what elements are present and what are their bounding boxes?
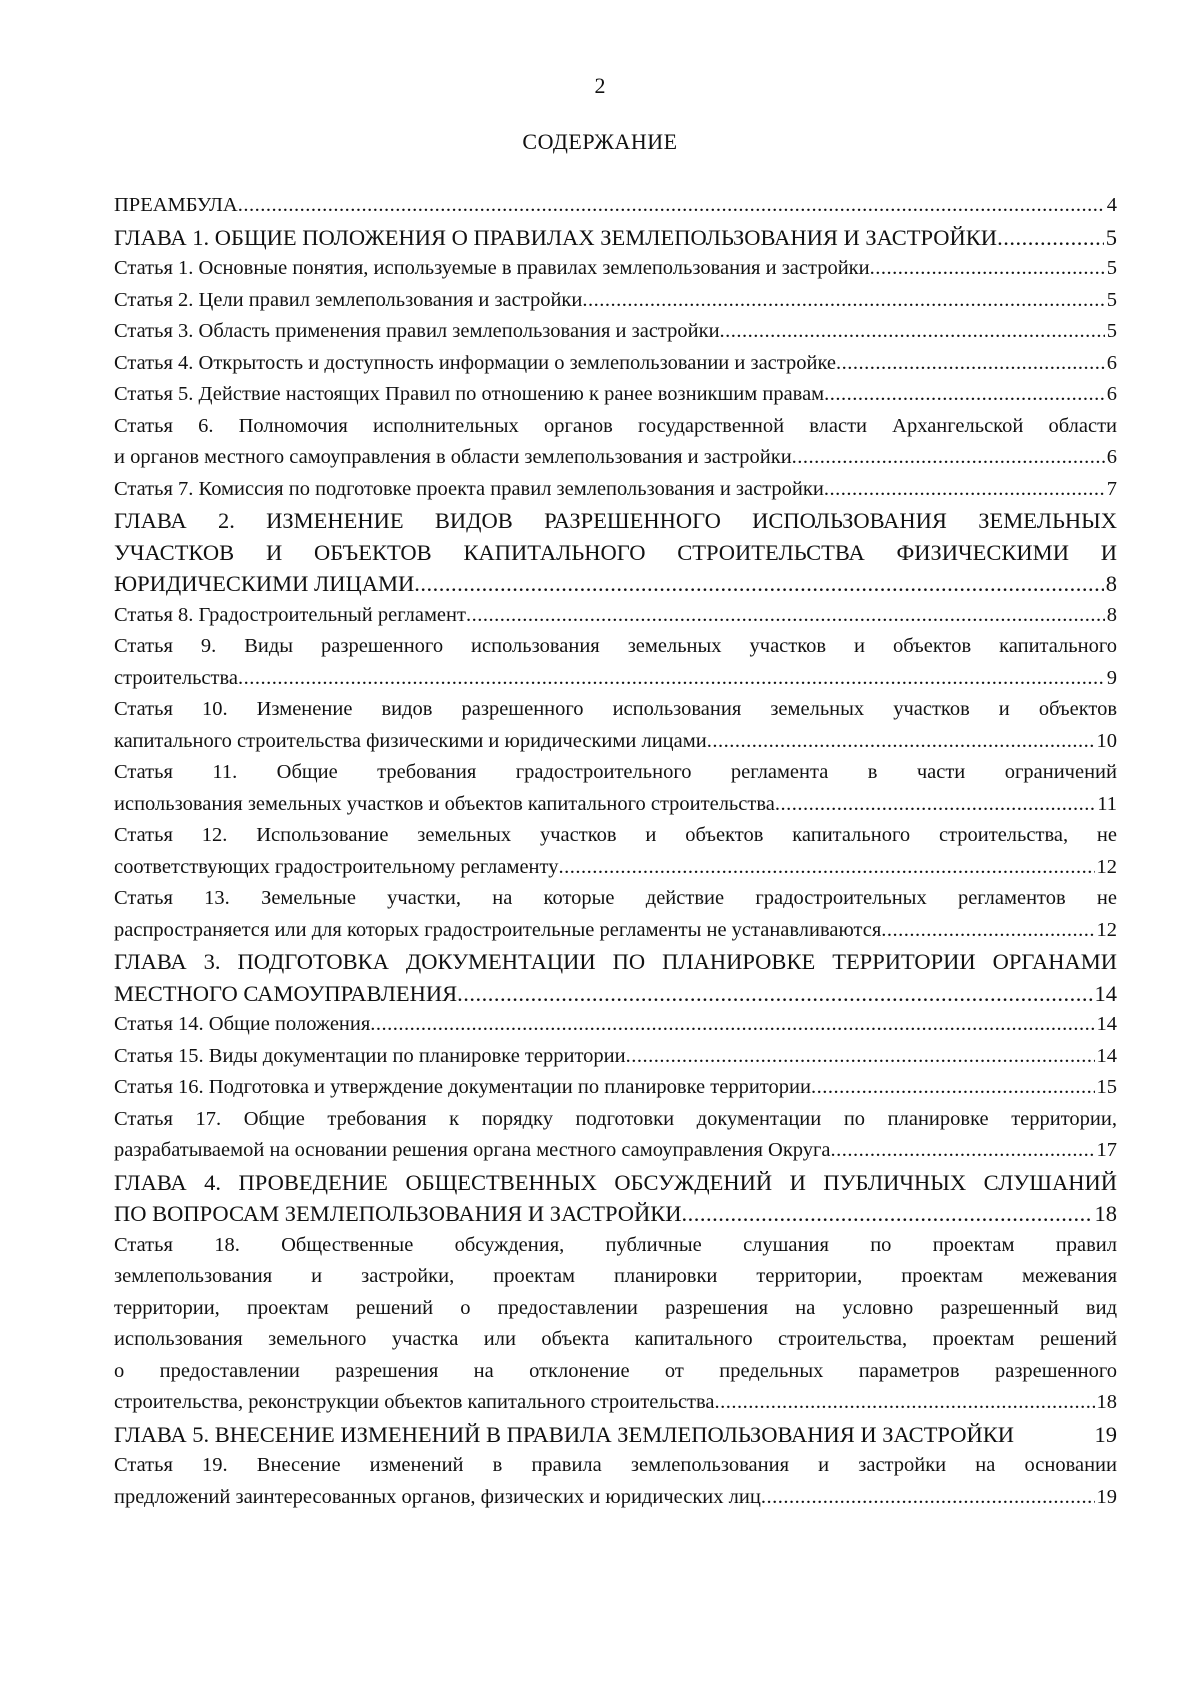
toc-page-number: 5 — [1106, 257, 1117, 279]
toc-page-number: 6 — [1106, 383, 1117, 405]
toc-article-entry[interactable] — [114, 1009, 1117, 1041]
toc-article-entry[interactable] — [114, 379, 1117, 411]
page-number: 2 — [594, 73, 606, 98]
toc-entry-text: капитального строительства физическими и юридическими лицами — [114, 729, 707, 752]
toc-article-entry[interactable] — [114, 316, 1117, 348]
toc-entry-text: Статья 8. Градостроительный регламент — [114, 603, 466, 626]
toc-dot-leader — [682, 1198, 1093, 1230]
toc-article-entry[interactable] — [114, 1072, 1117, 1104]
toc-dot-leader — [824, 379, 1105, 411]
toc-entry-text: ГЛАВА 5. ВНЕСЕНИЕ ИЗМЕНЕНИЙ В ПРАВИЛА ЗЕМЛЕПОЛЬЗОВАНИЯ И ЗАСТРОЙКИ — [114, 1421, 1014, 1447]
toc-entry-text: строительства — [114, 666, 238, 689]
toc-article-entry[interactable] — [114, 1450, 1117, 1513]
toc-entry-text: Статья 5. Действие настоящих Правил по отношению к ранее возникшим правам — [114, 383, 825, 405]
table-of-contents — [114, 190, 1117, 1513]
toc-entry-text: ГЛАВА 1. ОБЩИЕ ПОЛОЖЕНИЯ О ПРАВИЛАХ ЗЕМЛЕПОЛЬЗОВАНИЯ И ЗАСТРОЙКИ — [114, 224, 998, 250]
toc-article-entry[interactable] — [114, 820, 1117, 883]
toc-dot-leader — [792, 442, 1105, 474]
toc-chapter-entry[interactable] — [114, 946, 1117, 1009]
toc-page-number: 4 — [1106, 194, 1117, 216]
toc-entry-text: ПРЕАМБУЛА — [114, 194, 238, 216]
toc-entry-line: Статья 9. Виды разрешенного использования земельных участков и объектов капитального — [114, 635, 1117, 657]
toc-dot-leader — [707, 726, 1095, 758]
toc-page-number: 5 — [1106, 288, 1117, 311]
toc-chapter-entry[interactable] — [114, 505, 1117, 600]
toc-page-number: 18 — [1094, 1201, 1117, 1226]
toc-dot-leader — [466, 600, 1105, 632]
toc-page-number: 18 — [1096, 1391, 1117, 1413]
toc-entry-text: Статья 4. Открытость и доступность информации о землепользовании и застройке — [114, 351, 837, 374]
toc-entry-line: ГЛАВА 4. ПРОВЕДЕНИЕ ОБЩЕСТВЕННЫХ ОБСУЖДЕНИЙ И ПУБЛИЧНЫХ СЛУШАНИЙ — [114, 1169, 1117, 1195]
toc-entry-line: Статья 6. Полномочия исполнительных органов государственной власти Архангельской области — [114, 414, 1117, 437]
toc-dot-leader — [831, 1135, 1095, 1167]
toc-dot-leader — [457, 978, 1092, 1010]
toc-dot-leader — [824, 474, 1105, 506]
toc-entry-text: строительства, реконструкции объектов капитального строительства — [114, 1391, 715, 1413]
toc-dot-leader — [558, 852, 1094, 884]
toc-article-entry[interactable] — [114, 883, 1117, 946]
toc-page-number: 8 — [1106, 603, 1117, 626]
toc-page-number: 5 — [1105, 224, 1117, 250]
toc-entry-text: и органов местного самоуправления в области землепользования и застройки — [114, 446, 792, 468]
toc-dot-leader — [775, 789, 1095, 821]
toc-dot-leader — [870, 253, 1105, 285]
toc-page-number: 9 — [1106, 666, 1117, 689]
toc-entry-text: соответствующих градостроительному регламенту — [114, 855, 559, 878]
toc-entry-line: ГЛАВА 2. ИЗМЕНЕНИЕ ВИДОВ РАЗРЕШЕННОГО ИСПОЛЬЗОВАНИЯ ЗЕМЕЛЬНЫХ — [114, 508, 1117, 533]
toc-entry-line: ГЛАВА 3. ПОДГОТОВКА ДОКУМЕНТАЦИИ ПО ПЛАНИРОВКЕ ТЕРРИТОРИИ ОРГАНАМИ — [114, 949, 1117, 974]
toc-page-number: 8 — [1105, 571, 1117, 596]
toc-dot-leader — [626, 1041, 1095, 1073]
toc-entry-line: о предоставлении разрешения на отклонение от предельных параметров разрешенного — [114, 1359, 1117, 1382]
toc-dot-leader — [238, 190, 1105, 222]
toc-entry-line: использования земельного участка или объекта капитального строительства, проектам решений — [114, 1328, 1117, 1350]
toc-dot-leader — [720, 316, 1105, 348]
toc-page-number: 5 — [1106, 320, 1117, 342]
toc-page-number: 14 — [1094, 980, 1117, 1006]
toc-dot-leader — [881, 915, 1094, 947]
toc-page-number: 19 — [1096, 1485, 1117, 1508]
toc-entry-text: Статья 7. Комиссия по подготовке проекта правил землепользования и застройки — [114, 477, 824, 500]
toc-entry-line: Статья 13. Земельные участки, на которые действие градостроительных регламентов не — [114, 887, 1117, 909]
toc-entry-text: Статья 16. Подготовка и утверждение документации по планировке территории — [114, 1076, 811, 1098]
toc-entry-text: Статья 14. Общие положения — [114, 1013, 371, 1035]
toc-page-number: 14 — [1096, 1013, 1117, 1035]
toc-entry-line: Статья 17. Общие требования к порядку подготовки документации по планировке территории, — [114, 1107, 1117, 1130]
toc-entry-text: Статья 3. Область применения правил землепользования и застройки — [114, 320, 720, 342]
toc-article-entry[interactable] — [114, 253, 1117, 285]
toc-entry-text: разрабатываемой на основании решения органа местного самоуправления Округа — [114, 1139, 831, 1161]
toc-entry-text: Статья 2. Цели правил землепользования и застройки — [114, 288, 583, 311]
toc-dot-leader — [836, 348, 1105, 380]
toc-article-entry[interactable] — [114, 348, 1117, 380]
toc-article-entry[interactable] — [114, 1041, 1117, 1073]
toc-page-number: 10 — [1096, 729, 1117, 752]
toc-page-number: 7 — [1106, 477, 1117, 500]
toc-entry-line: Статья 11. Общие требования градостроительного регламента в части ограничений — [114, 761, 1117, 783]
toc-entry-line: территории, проектам решений о предоставлении разрешения на условно разрешенный вид — [114, 1296, 1117, 1319]
toc-entry-text: использования земельных участков и объектов капитального строительства — [114, 792, 775, 815]
toc-article-entry[interactable] — [114, 600, 1117, 632]
toc-page-number: 15 — [1096, 1076, 1117, 1098]
toc-page-number: 6 — [1106, 446, 1117, 468]
toc-entry-text: ЮРИДИЧЕСКИМИ ЛИЦАМИ — [114, 571, 415, 596]
toc-entry-line: Статья 10. Изменение видов разрешенного использования земельных участков и объектов — [114, 698, 1117, 720]
toc-chapter-entry[interactable] — [114, 1167, 1117, 1230]
toc-article-entry[interactable] — [114, 1230, 1117, 1419]
toc-article-entry[interactable] — [114, 631, 1117, 694]
toc-page-number: 12 — [1096, 855, 1117, 878]
toc-page-number: 6 — [1106, 351, 1117, 374]
toc-page-number: 14 — [1096, 1044, 1117, 1067]
toc-article-entry[interactable] — [114, 694, 1117, 757]
toc-entry-line: Статья 18. Общественные обсуждения, публичные слушания по проектам правил — [114, 1233, 1117, 1256]
toc-dot-leader — [715, 1387, 1095, 1419]
toc-article-entry[interactable] — [114, 190, 1117, 222]
toc-entry-text: МЕСТНОГО САМОУПРАВЛЕНИЯ — [114, 980, 458, 1006]
toc-article-entry[interactable] — [114, 411, 1117, 474]
toc-page-number: 12 — [1096, 918, 1117, 941]
toc-dot-leader — [582, 285, 1104, 317]
toc-article-entry[interactable] — [114, 757, 1117, 820]
toc-dot-leader — [997, 222, 1104, 254]
toc-entry-text: ПО ВОПРОСАМ ЗЕМЛЕПОЛЬЗОВАНИЯ И ЗАСТРОЙКИ — [114, 1201, 682, 1226]
toc-entry-text: Статья 15. Виды документации по планировке территории — [114, 1044, 626, 1067]
toc-entry-line: Статья 12. Использование земельных участков и объектов капитального строительства, не — [114, 824, 1117, 846]
toc-dot-leader — [370, 1009, 1094, 1041]
toc-article-entry[interactable] — [114, 474, 1117, 506]
toc-entry-text: Статья 1. Основные понятия, используемые в правилах землепользования и застройки — [114, 257, 870, 279]
toc-dot-leader — [811, 1072, 1095, 1104]
toc-dot-leader — [761, 1482, 1095, 1514]
toc-title: СОДЕРЖАНИЕ — [522, 129, 678, 154]
toc-entry-line: землепользования и застройки, проектам планировки территории, проектам межевания — [114, 1265, 1117, 1287]
toc-entry-text: распространяется или для которых градостроительные регламенты не устанавливаются — [114, 918, 882, 941]
toc-chapter-entry[interactable] — [114, 1419, 1117, 1451]
toc-dot-leader — [238, 663, 1105, 695]
toc-page-number: 19 — [1094, 1421, 1117, 1447]
toc-entry-line: Статья 19. Внесение изменений в правила землепользования и застройки на основании — [114, 1454, 1117, 1476]
toc-chapter-entry[interactable] — [114, 222, 1117, 254]
toc-dot-leader — [414, 568, 1103, 600]
toc-article-entry[interactable] — [114, 1104, 1117, 1167]
toc-page-number: 17 — [1096, 1139, 1117, 1161]
toc-article-entry[interactable] — [114, 285, 1117, 317]
toc-page-number: 11 — [1097, 792, 1117, 815]
toc-entry-line: УЧАСТКОВ И ОБЪЕКТОВ КАПИТАЛЬНОГО СТРОИТЕЛЬСТВА ФИЗИЧЕСКИМИ И — [114, 539, 1117, 565]
toc-entry-text: предложений заинтересованных органов, физических и юридических лиц — [114, 1485, 761, 1508]
